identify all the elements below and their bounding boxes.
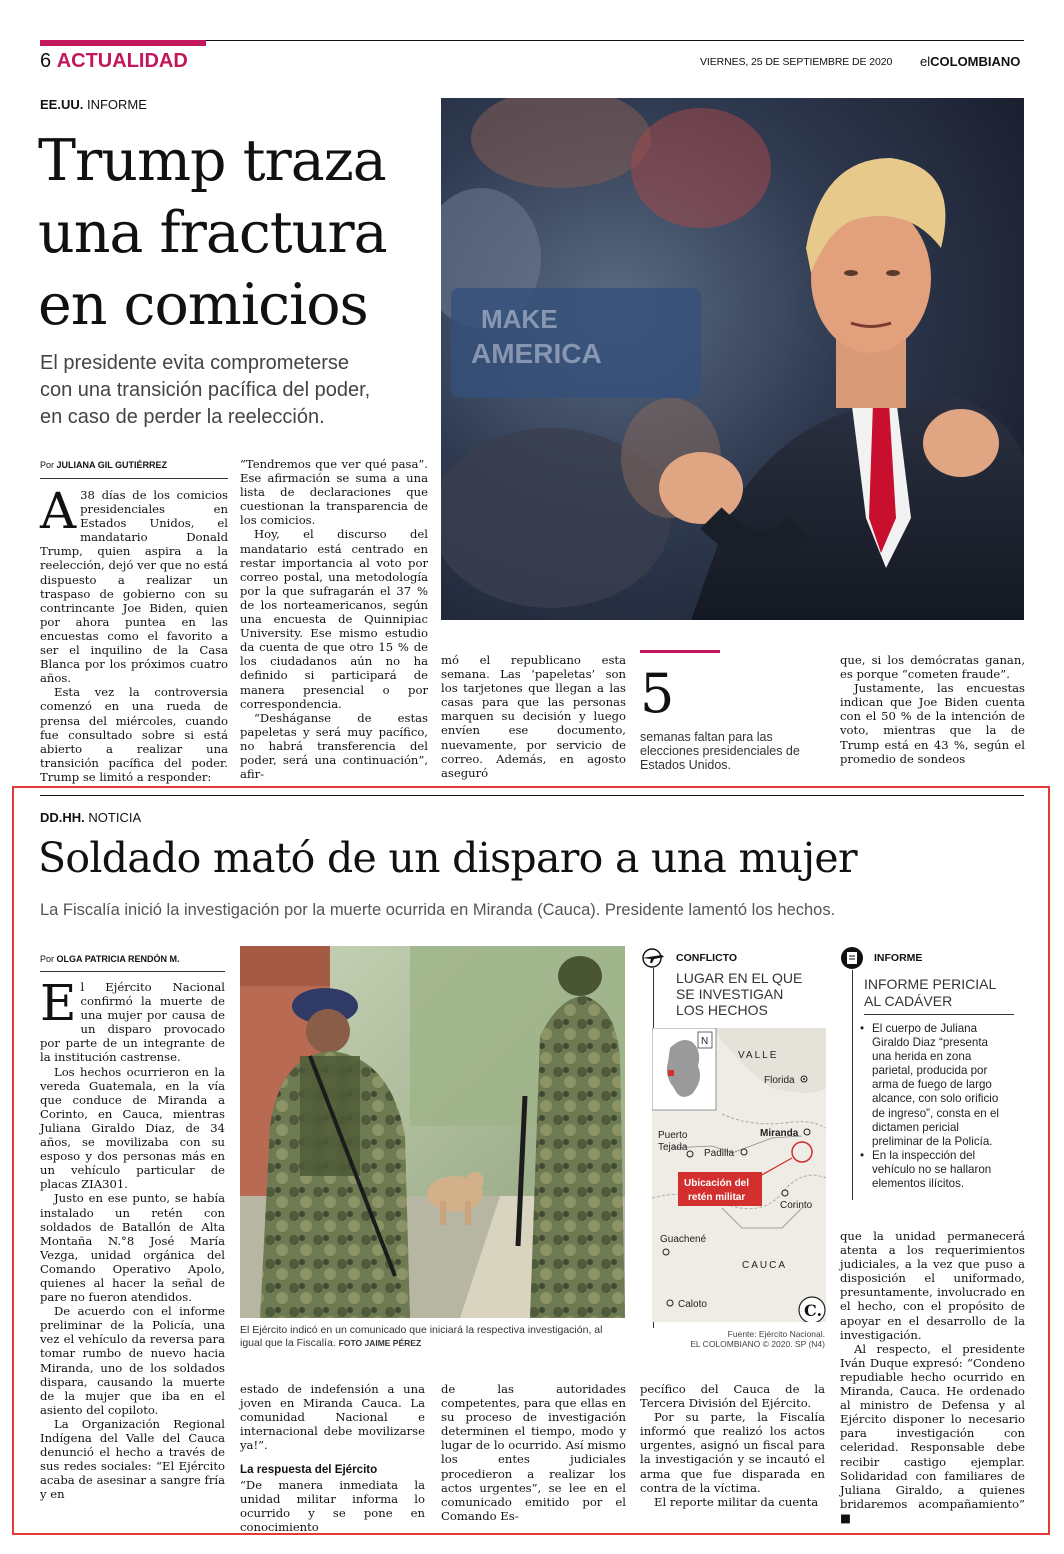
- stat-rule: [640, 650, 720, 653]
- story1-column-3: [441, 653, 626, 780]
- svg-text:MAKE: MAKE: [481, 304, 558, 334]
- story2-top-rule: [40, 795, 1024, 796]
- story2-paragraph: pecífico del Cauca de la Tercera División del Ejército.: [640, 1382, 825, 1411]
- map-copyright-line: EL COLOMBIANO © 2020. SP (N4): [690, 1339, 825, 1349]
- map-graphic: [652, 1028, 826, 1322]
- conflict-title: [676, 970, 802, 1018]
- story2-paragraph: de las autoridades competentes, para que ellas en su proceso de investigación determinen el tiempo, modo y lugar de lo ocurrido. Así mismo los entes judiciales procedieron a realizar los actos urgentes”, se lee en el comunicado emitido por el Comando Es-: [441, 1382, 626, 1523]
- story2-column-3: [441, 1382, 626, 1523]
- informe-title-line: AL CADÁVER: [864, 993, 953, 1009]
- paragraph-text: 38 días de los comicios presidenciales en Estados Unidos, el mandatario Donald Trump, quien aspira a la reelección, dejó ver que no está dispuesto a realizar un traspaso de gobierno con su contrincante Joe Biden, quien por ahora puntea en las encuestas como el favorito a ser el inquilino de la Casa Blanca por los próximos cuatro años.: [40, 488, 228, 686]
- map-town-padilla: Padilla: [704, 1148, 735, 1159]
- story2-paragraph: Los hechos ocurrieron en la vereda Guatemala, en la vía que conduce de Miranda a Corinto, en Cauca, mientras Juliana Giraldo Diaz, de 34 años, se movilizaba con su esposo y dos personas más en un vehículo particular de placas ZIA301.: [40, 1064, 225, 1192]
- soldiers-photo: [240, 946, 625, 1318]
- story1-byline: [40, 460, 228, 470]
- story2-paragraph: De acuerdo con el informe preliminar de la Policía, una vez el vehículo da reversa para tomar rumbo de nuevo hacia Miranda, uno de los soldados dispara, causando la muerte de la mujer que iba en el asiento del copiloto.: [40, 1304, 225, 1417]
- story2-paragraph: estado de indefensión a una joven en Miranda Cauca. La comunidad Nacional e internacional debe movilizarse ya!”.: [240, 1382, 425, 1453]
- end-mark: ■: [840, 1510, 851, 1525]
- map-callout-line: retén militar: [688, 1192, 746, 1203]
- map-town-miranda: Miranda: [760, 1128, 799, 1139]
- story2-deck: La Fiscalía inició la investigación por la muerte ocurrida en Miranda (Cauca). Presidente lamentó los hechos.: [40, 901, 836, 919]
- svg-text:AMERICA: AMERICA: [471, 338, 602, 369]
- story2-subhead: La respuesta del Ejército: [240, 1463, 378, 1477]
- map-source-line: Fuente: Ejército Nacional.: [727, 1329, 825, 1339]
- story1-paragraph: mó el republicano esta semana. Las ‘papeletas’ son los tarjetones que llegan a las casas para que las personas marquen su decisión y luego envíen ese documento, nuevamente, por servicio de correo. Además, en agosto aseguró: [441, 653, 626, 780]
- story2-headline: Soldado mató de un disparo a una mujer: [38, 834, 857, 882]
- location-map: [652, 1028, 826, 1322]
- map-town-puerto: Puerto: [658, 1130, 688, 1141]
- story1-column-5: [840, 653, 1025, 766]
- section-header: [40, 50, 188, 72]
- map-town-caloto: Caloto: [678, 1299, 707, 1310]
- conflict-title-line: LUGAR EN EL QUE: [676, 970, 803, 986]
- story1-paragraph: [40, 482, 228, 686]
- story2-paragraph: que la unidad permanecerá atenta a los requerimientos judiciales, a la vez que puso a disposición el uniformado, presuntamente, involucrado en el hecho, con el propósito de apoyar en el desarrollo de la investigación.: [840, 1229, 1025, 1342]
- story1-kicker: [40, 97, 147, 112]
- brand-prefix: el: [920, 54, 931, 69]
- map-north-label: N: [701, 1036, 709, 1047]
- dropcap: E: [40, 974, 77, 1032]
- story1-paragraph: “Tendremos que ver qué pasa”. Ese afirmación se suma a una lista de declaraciones que cuestionan la transparencia de los comicios.: [240, 457, 428, 528]
- story1-paragraph: “Desháganse de estas papeletas y será muy pacífico, no habrá transferencia del poder, será una continuación”, afir-: [240, 710, 428, 782]
- photo-credit: FOTO JAIME PÉREZ: [338, 1338, 422, 1348]
- story1-deck-line: con una transición pacífica del poder,: [40, 379, 371, 401]
- byline-prefix: Por: [40, 954, 55, 964]
- byline-prefix: Por: [40, 460, 55, 470]
- map-town-guachene: Guachené: [660, 1234, 707, 1245]
- section-name: ACTUALIDAD: [56, 50, 188, 72]
- informe-bullet-text: El cuerpo de Juliana Giraldo Diaz “presenta una herida en zona parietal, producida por arma de fuego de largo alcance, con solo orificio de ingreso”, consta en el dictamen pericial preliminar de la Policía.: [872, 1022, 999, 1148]
- story1-headline-line: en comicios: [38, 272, 368, 338]
- map-source: [640, 1329, 825, 1349]
- informe-bullet-text: En la inspección del vehículo no se hallaron elementos ilícitos.: [872, 1148, 992, 1191]
- trump-photo: [441, 98, 1024, 620]
- rifle-icon: [640, 948, 668, 968]
- informe-vertical-rule: [852, 970, 853, 1200]
- story2-paragraph: La Organización Regional Indígena del Valle del Cauca denunció el hecho a través de sus redes sociales: “El Ejército acaba de asesinar a sangre fría y en: [40, 1416, 225, 1502]
- story1-headline-line: una fractura: [38, 200, 387, 266]
- dropcap: A: [40, 482, 77, 540]
- paragraph-text: l Ejército Nacional confirmó la muerte de una mujer por causa de un disparo provocado por parte de un integrante de la institución castrense.: [40, 980, 225, 1065]
- byline-author: JULIANA GIL GUTIÉRREZ: [56, 460, 168, 470]
- story2-column-2: [240, 1382, 425, 1534]
- story1-headline-line: Trump traza: [38, 128, 386, 194]
- byline-rule: [40, 971, 225, 972]
- brand-name: COLOMBIANO: [930, 54, 1021, 69]
- informe-title-line: INFORME PERICIAL: [864, 976, 997, 992]
- conflict-title-line: SE INVESTIGAN: [676, 986, 784, 1002]
- map-callout-line: Ubicación del: [684, 1178, 750, 1189]
- byline-author: OLGA PATRICIA RENDÓN M.: [56, 954, 180, 964]
- map-logo: C.: [804, 1301, 823, 1320]
- informe-rule: [864, 1014, 1014, 1015]
- informe-label: INFORME: [874, 952, 923, 964]
- map-region-cauca: CAUCA: [742, 1260, 788, 1271]
- story2-paragraph: “De manera inmediata la unidad militar informa lo ocurrido y se pone en conocimiento: [240, 1477, 425, 1534]
- map-town-florida: Florida: [764, 1075, 795, 1086]
- story1-deck-line: El presidente evita comprometerse: [40, 352, 350, 374]
- stat-number: 5: [640, 662, 675, 725]
- story1-headline: [38, 125, 387, 341]
- soldiers-photo-illustration: [240, 946, 625, 1318]
- story1-column-1: [40, 482, 228, 784]
- story2-paragraph: [40, 974, 225, 1065]
- story1-kicker-topic: EE.UU.: [40, 97, 84, 112]
- byline-rule: [40, 478, 228, 479]
- photo-caption-text: El Ejército indicó en un comunicado que iniciará la respectiva investigación, al igual que la Fiscalía.: [240, 1324, 603, 1349]
- map-town-tejada: Tejada: [658, 1142, 688, 1153]
- story1-paragraph: Esta vez la controversia comenzó en una rueda de prensa del miércoles, cuando fue consultado sobre si está abierto a realizar una transición pacífica del poder. Trump se limitó a responder:: [40, 685, 228, 784]
- informe-title: [864, 976, 996, 1010]
- informe-bullets: [860, 1022, 1010, 1191]
- story2-kicker: [40, 810, 141, 825]
- page-number: 6: [40, 50, 52, 72]
- section-tab-bar: [40, 40, 206, 46]
- story1-paragraph: Hoy, el discurso del mandatario está centrado en restar importancia al voto por correo postal, una metodología por la que sufragarán el 37 % de los norteamericanos, según una encuesta de Quinnipiac University. Ese mismo estudio da cuenta de que otro 15 % de los ciudadanos aún no ha definido si participará de manera presencial o por correspondencia.: [240, 527, 428, 711]
- page-date: VIERNES, 25 DE SEPTIEMBRE DE 2020: [700, 56, 893, 68]
- story1-kicker-type: INFORME: [86, 97, 147, 112]
- conflict-label: CONFLICTO: [676, 952, 738, 964]
- brand-logo: [920, 54, 1020, 69]
- document-icon: [840, 946, 864, 970]
- story2-paragraph: [840, 1342, 1025, 1525]
- story2-byline: [40, 954, 225, 964]
- story2-kicker-type: NOTICIA: [88, 810, 142, 825]
- story1-deck-line: en caso de perder la reelección.: [40, 406, 325, 428]
- story2-column-4: [640, 1382, 825, 1509]
- trump-photo-illustration: [441, 98, 1024, 620]
- story2-kicker-topic: DD.HH.: [40, 810, 85, 825]
- story1-paragraph: Justamente, las encuestas indican que Joe Biden cuenta con el 50 % de la intención de voto, mientras que la de Trump está en 43 %, según el promedio de sondeos: [840, 681, 1025, 766]
- map-region-valle: VALLE: [738, 1050, 779, 1061]
- stat-text: semanas faltan para las elecciones presidenciales de Estados Unidos.: [640, 730, 800, 772]
- story1-deck: [40, 350, 370, 431]
- informe-bullet: • El cuerpo de Juliana Giraldo Diaz “presenta una herida en zona parietal, producida por arma de fuego de largo alcance, con solo orificio de ingreso”, consta en el dictamen pericial preliminar de la Policía.: [860, 1022, 1010, 1149]
- photo-caption: [240, 1324, 625, 1350]
- paragraph-text: Al respecto, el presidente Iván Duque expresó: “Condeno repudiable hecho ocurrido en Miranda, Cauca. He ordenado al ministro de Defensa y al Ejército disponer lo necesario para investigación con celeridad. Responsable debe recibir castigo ejemplar. Solidaridad con familiares de Juliana Giraldo, a quienes bridaremos acompañamiento”: [840, 1341, 1025, 1511]
- story2-column-5: [840, 1229, 1025, 1525]
- map-town-corinto: Corinto: [780, 1200, 813, 1211]
- conflict-title-line: LOS HECHOS: [676, 1002, 768, 1018]
- story2-column-1: [40, 974, 225, 1502]
- informe-bullet: • En la inspección del vehículo no se hallaron elementos ilícitos.: [860, 1149, 1010, 1191]
- story1-paragraph: que, si los demócratas ganan, es porque “cometen fraude”.: [840, 653, 1025, 682]
- story1-column-2: [240, 457, 428, 781]
- story2-paragraph: Por su parte, la Fiscalía informó que realizó los actos urgentes, asignó un fiscal para la investigación y se incautó el arma que fue disparada en contra de la víctima.: [640, 1410, 825, 1495]
- story2-paragraph: Justo en ese punto, se había instalado un retén con soldados de Batallón de Alta Montaña N.°8 José María Vezga, unidad orgánica del Comando Operativo Apolo, quienes al hacer la señal de pare no fueron atendidos.: [40, 1191, 225, 1305]
- story2-paragraph: El reporte militar da cuenta: [654, 1494, 819, 1509]
